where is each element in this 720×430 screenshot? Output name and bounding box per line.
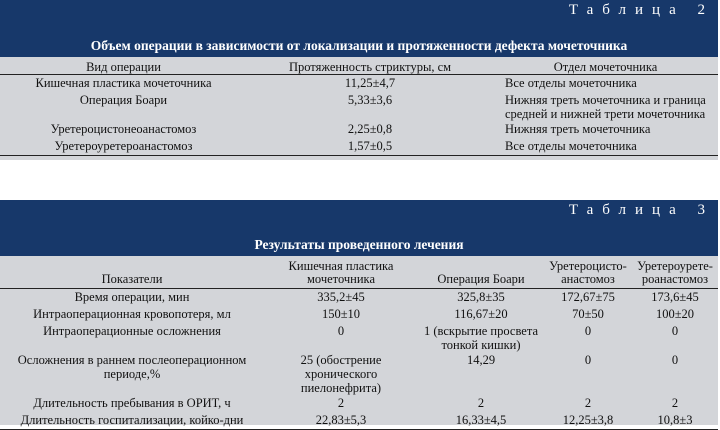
table-cell: Уретероуретероанастомоз [0, 138, 247, 156]
table-cell: 22,83±5,3 [264, 412, 418, 430]
table-cell: 25 (обострение хронического пиелонефрита) [300, 353, 382, 395]
table-2-grid [0, 57, 718, 156]
table-2-number: Таблица 2 [568, 2, 714, 18]
table-cell: 1 (вскрытие просвета тонкой кишки) [423, 324, 539, 352]
table-cell: Операция Боари [79, 93, 168, 107]
table-cell: 173,6±45 [651, 290, 699, 304]
table-row [0, 412, 718, 430]
table-cell: 172,67±75 [561, 290, 615, 304]
column-header: Отдел мочеточника [493, 57, 718, 75]
column-header: Уретероцисто-анастомоз [544, 256, 632, 289]
table-cell: 0 [671, 324, 679, 338]
table-2-title: Объем операции в зависимости от локализации и протяженности дефекта мочеточника [90, 38, 628, 53]
table-cell: 0 [671, 353, 679, 367]
table-cell: 335,2±45 [317, 290, 365, 304]
table-cell: 116,67±20 [454, 307, 508, 321]
table-cell: 70±50 [572, 307, 604, 321]
table-cell: 2 [477, 396, 485, 410]
table-row [0, 121, 718, 138]
column-header: Уретероурете-роанастомоз [632, 256, 718, 289]
table-cell: Длительность госпитализации, койко-дни [0, 412, 264, 430]
table-cell: 5,33±3,6 [347, 93, 393, 107]
table-row [0, 92, 718, 121]
table-3-header-bar [0, 200, 718, 256]
table-cell: 10,8±3 [632, 412, 718, 430]
table-cell: 0 [584, 324, 592, 338]
table-cell: Длительность пребывания в ОРИТ, ч [33, 396, 231, 410]
table-row [0, 138, 718, 156]
table-cell: 11,25±4,7 [344, 76, 396, 90]
table-cell: 325,8±35 [457, 290, 505, 304]
table-cell: 12,25±3,8 [544, 412, 632, 430]
table-cell: 14,29 [466, 353, 496, 367]
table-cell: Нижняя треть мочеточника и граница средней и нижней трети мочеточника [505, 93, 706, 121]
table-cell: Время операции, мин [74, 290, 190, 304]
column-header: Протяженность стриктуры, см [247, 57, 493, 75]
table-3-number: Таблица 3 [568, 202, 714, 218]
table-cell: 2,25±0,8 [347, 122, 393, 136]
table-2 [0, 0, 718, 160]
table-row [0, 323, 718, 352]
table-3-grid [0, 256, 718, 430]
table-cell: Интраоперационная кровопотеря, мл [33, 307, 231, 321]
table-row [0, 289, 718, 307]
table-cell: 2 [337, 396, 345, 410]
table-cell: 1,57±0,5 [247, 138, 493, 156]
table-cell: Осложнения в раннем послеоперационном периоде,% [17, 353, 247, 381]
table-cell: Уретероцистонеоанастомоз [50, 122, 197, 136]
column-header: Кишечная пластика мочеточника [264, 256, 418, 289]
table-cell: 2 [671, 396, 679, 410]
table-cell: 100±20 [655, 307, 695, 321]
table-cell: 150±10 [321, 307, 361, 321]
table-3 [0, 200, 718, 425]
table-row [0, 75, 718, 93]
table-cell: Нижняя треть мочеточника [505, 122, 651, 136]
table-cell: Все отделы мочеточника [505, 76, 637, 90]
table-cell: 2 [584, 396, 592, 410]
table-2-header-bar [0, 0, 718, 57]
column-header: Показатели [0, 256, 264, 289]
table-row [0, 306, 718, 323]
table-cell: 0 [584, 353, 592, 367]
table-cell: Все отделы мочеточника [493, 138, 718, 156]
table-cell: 16,33±4,5 [418, 412, 544, 430]
column-header: Вид операции [0, 57, 247, 75]
table-cell: Кишечная пластика мочеточника [35, 76, 212, 90]
table-cell: 0 [337, 324, 345, 338]
table-row [0, 352, 718, 395]
table-row [0, 395, 718, 412]
table-3-title: Результаты проведенного лечения [254, 237, 464, 252]
column-header: Операция Боари [418, 256, 544, 289]
table-cell: Интраоперационные осложнения [43, 324, 221, 338]
